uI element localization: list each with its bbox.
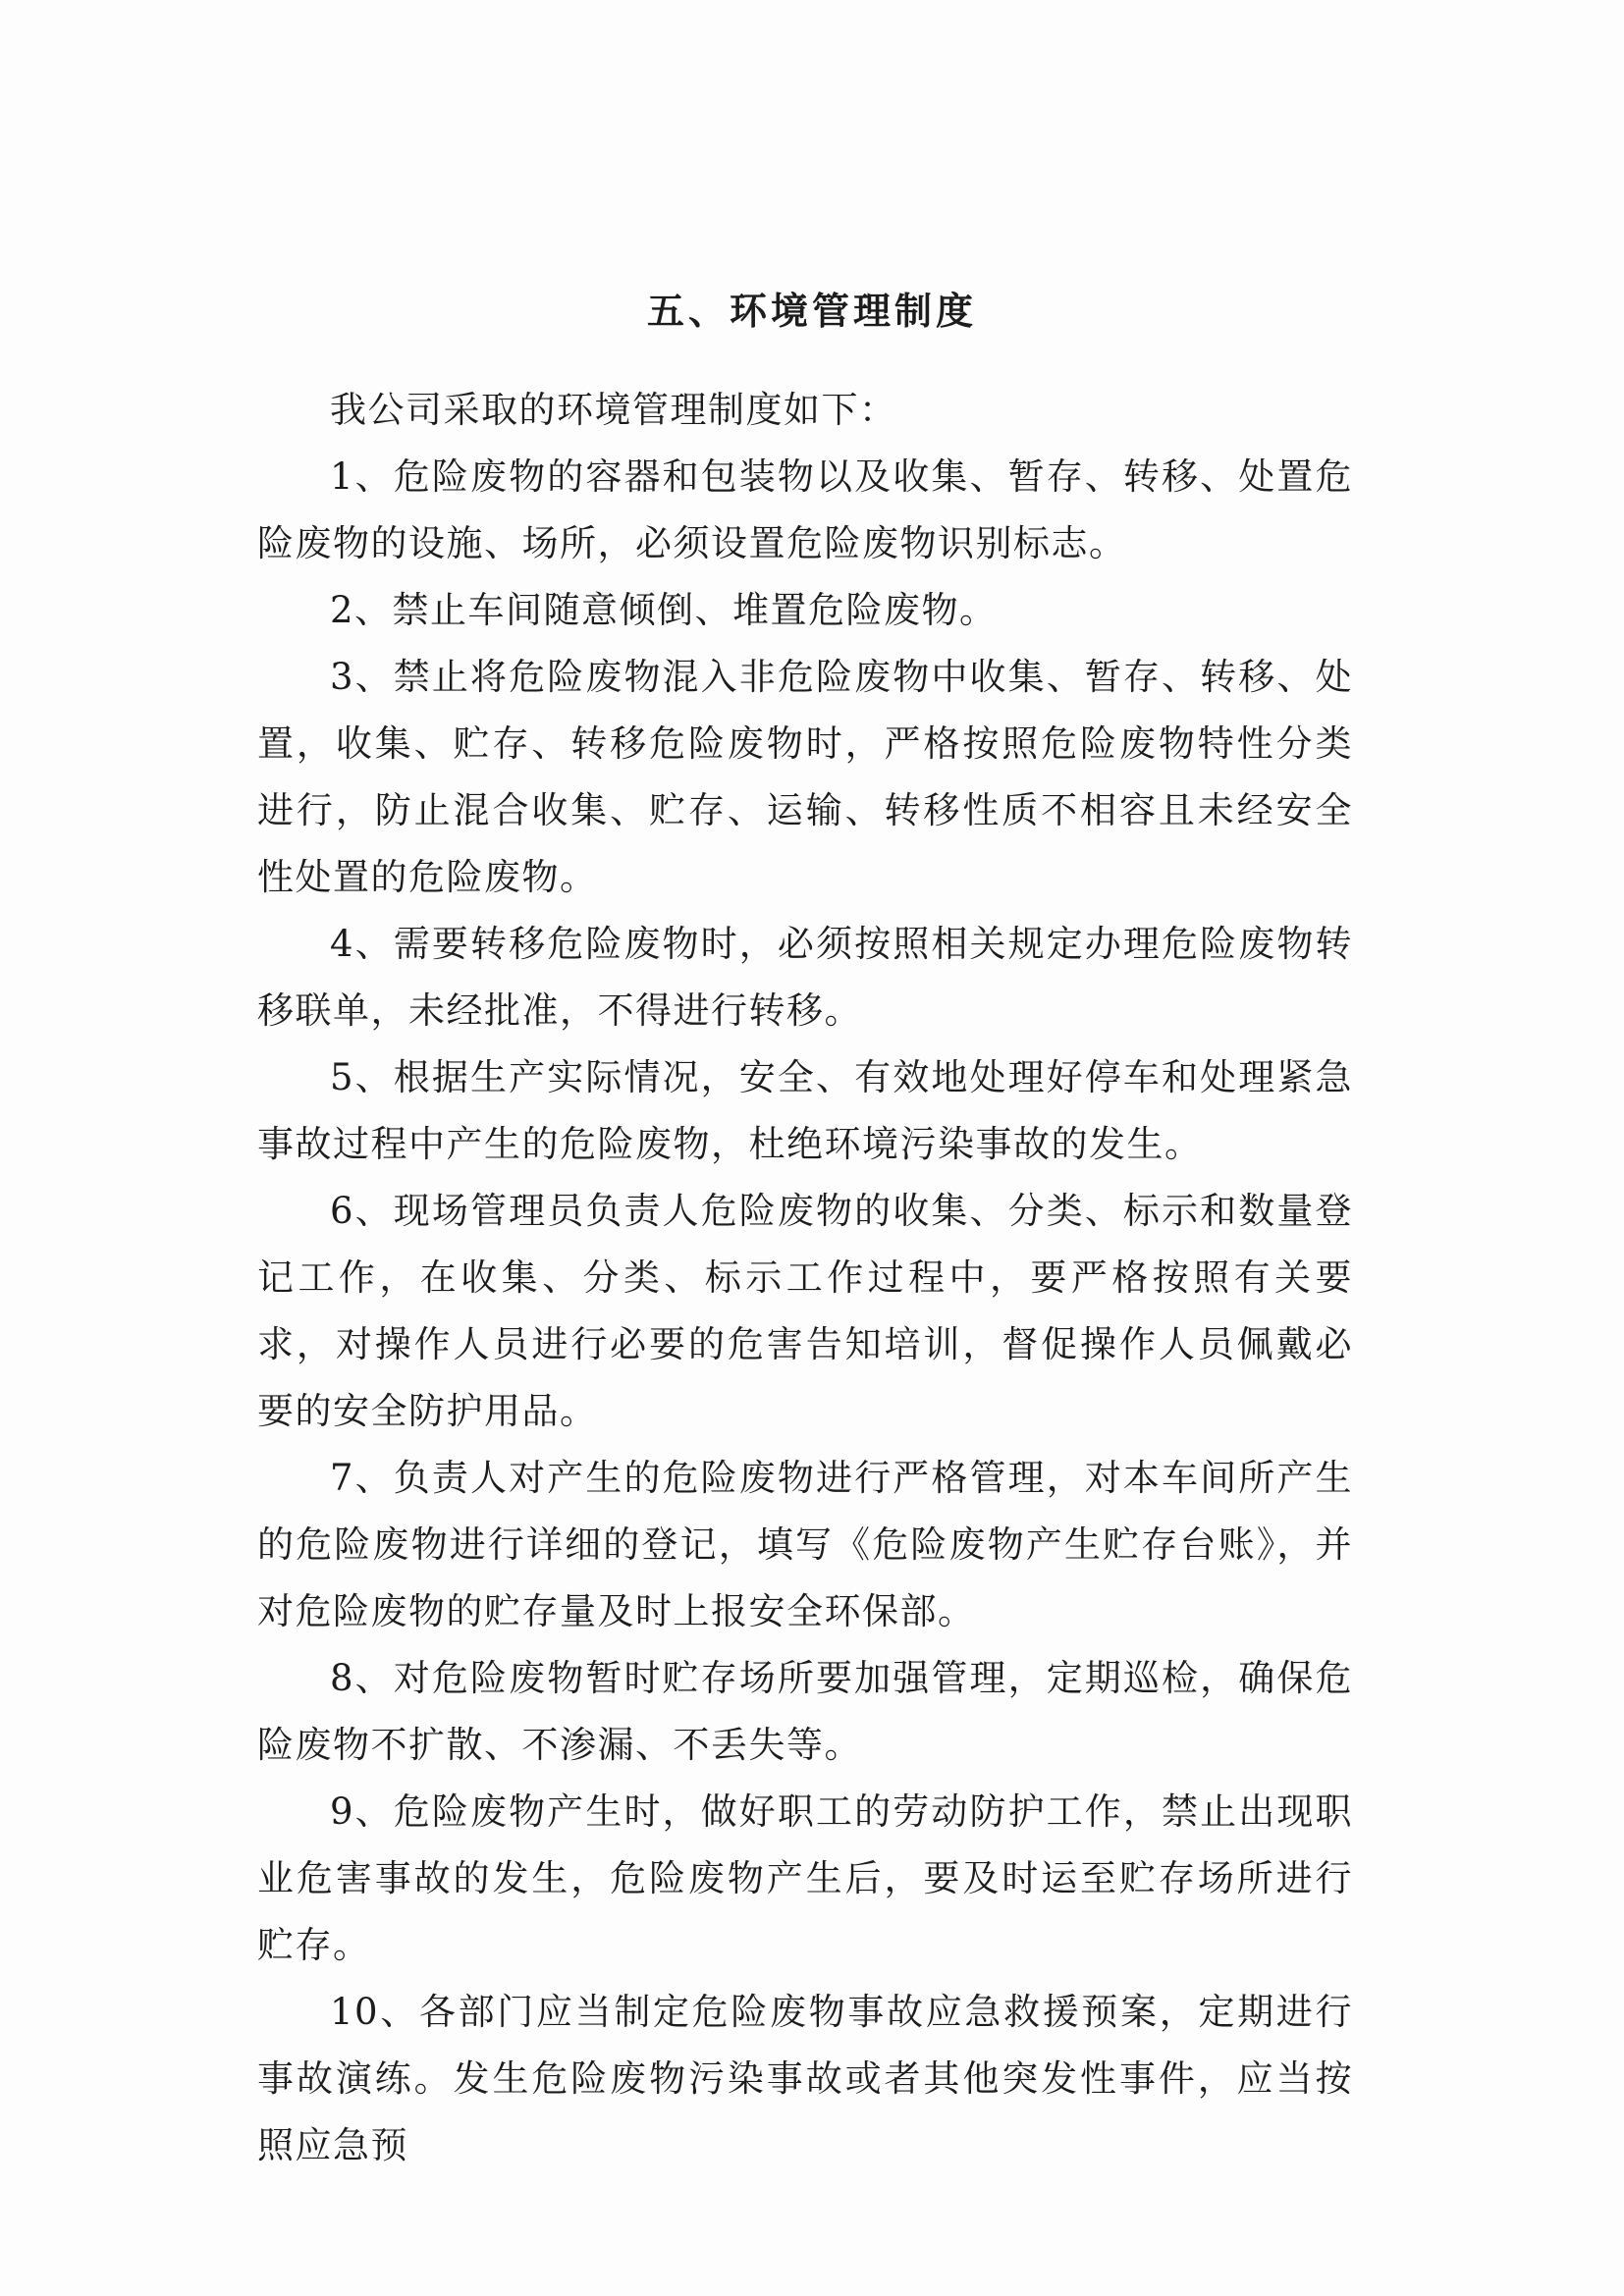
- paragraph-item-6: 6、现场管理员负责人危险废物的收集、分类、标示和数量登记工作，在收集、分类、标示工作过程中，要严格按照有关要求，对操作人员进行必要的危害告知培训，督促操作人员佩戴必要的安全防护用品。: [257, 1190, 1353, 1432]
- paragraph-item-7: 7、负责人对产生的危险废物进行严格管理，对本车间所产生的危险废物进行详细的登记，填写《危险废物产生贮存台账》，并对危险废物的贮存量及时上报安全环保部。: [257, 1457, 1353, 1632]
- paragraph-item-4: 4、需要转移危险废物时，必须按照相关规定办理危险废物转移联单，未经批准，不得进行转移。: [257, 923, 1353, 1032]
- paragraph-item-2: 2、禁止车间随意倾倒、堆置危险废物。: [330, 589, 998, 631]
- page-title: 五、环境管理制度: [646, 289, 977, 334]
- paragraph-item-8: 8、对危险废物暂时贮存场所要加强管理，定期巡检，确保危险废物不扩散、不渗漏、不丢失等。: [257, 1657, 1353, 1766]
- paragraph-item-9: 9、危险废物产生时，做好职工的劳动防护工作，禁止出现职业危害事故的发生，危险废物产生后，要及时运至贮存场所进行贮存。: [257, 1790, 1353, 1966]
- paragraph-item-10: 10、各部门应当制定危险废物事故应急救援预案，定期进行事故演练。发生危险废物污染事故或者其他突发性事件，应当按照应急预: [257, 1991, 1353, 2166]
- document-body: [257, 377, 1353, 2179]
- paragraph-intro: 我公司采取的环境管理制度如下：: [330, 389, 897, 431]
- paragraph-item-5: 5、根据生产实际情况，安全、有效地处理好停车和处理紧急事故过程中产生的危险废物，杜绝环境污染事故的发生。: [257, 1056, 1353, 1165]
- paragraph-item-3: 3、禁止将危险废物混入非危险废物中收集、暂存、转移、处置，收集、贮存、转移危险废物时，严格按照危险废物特性分类进行，防止混合收集、贮存、运输、转移性质不相容且未经安全性处置的危险废物。: [257, 656, 1353, 898]
- paragraph-item-1: 1、危险废物的容器和包装物以及收集、暂存、转移、处置危险废物的设施、场所，必须设置危险废物识别标志。: [257, 455, 1353, 564]
